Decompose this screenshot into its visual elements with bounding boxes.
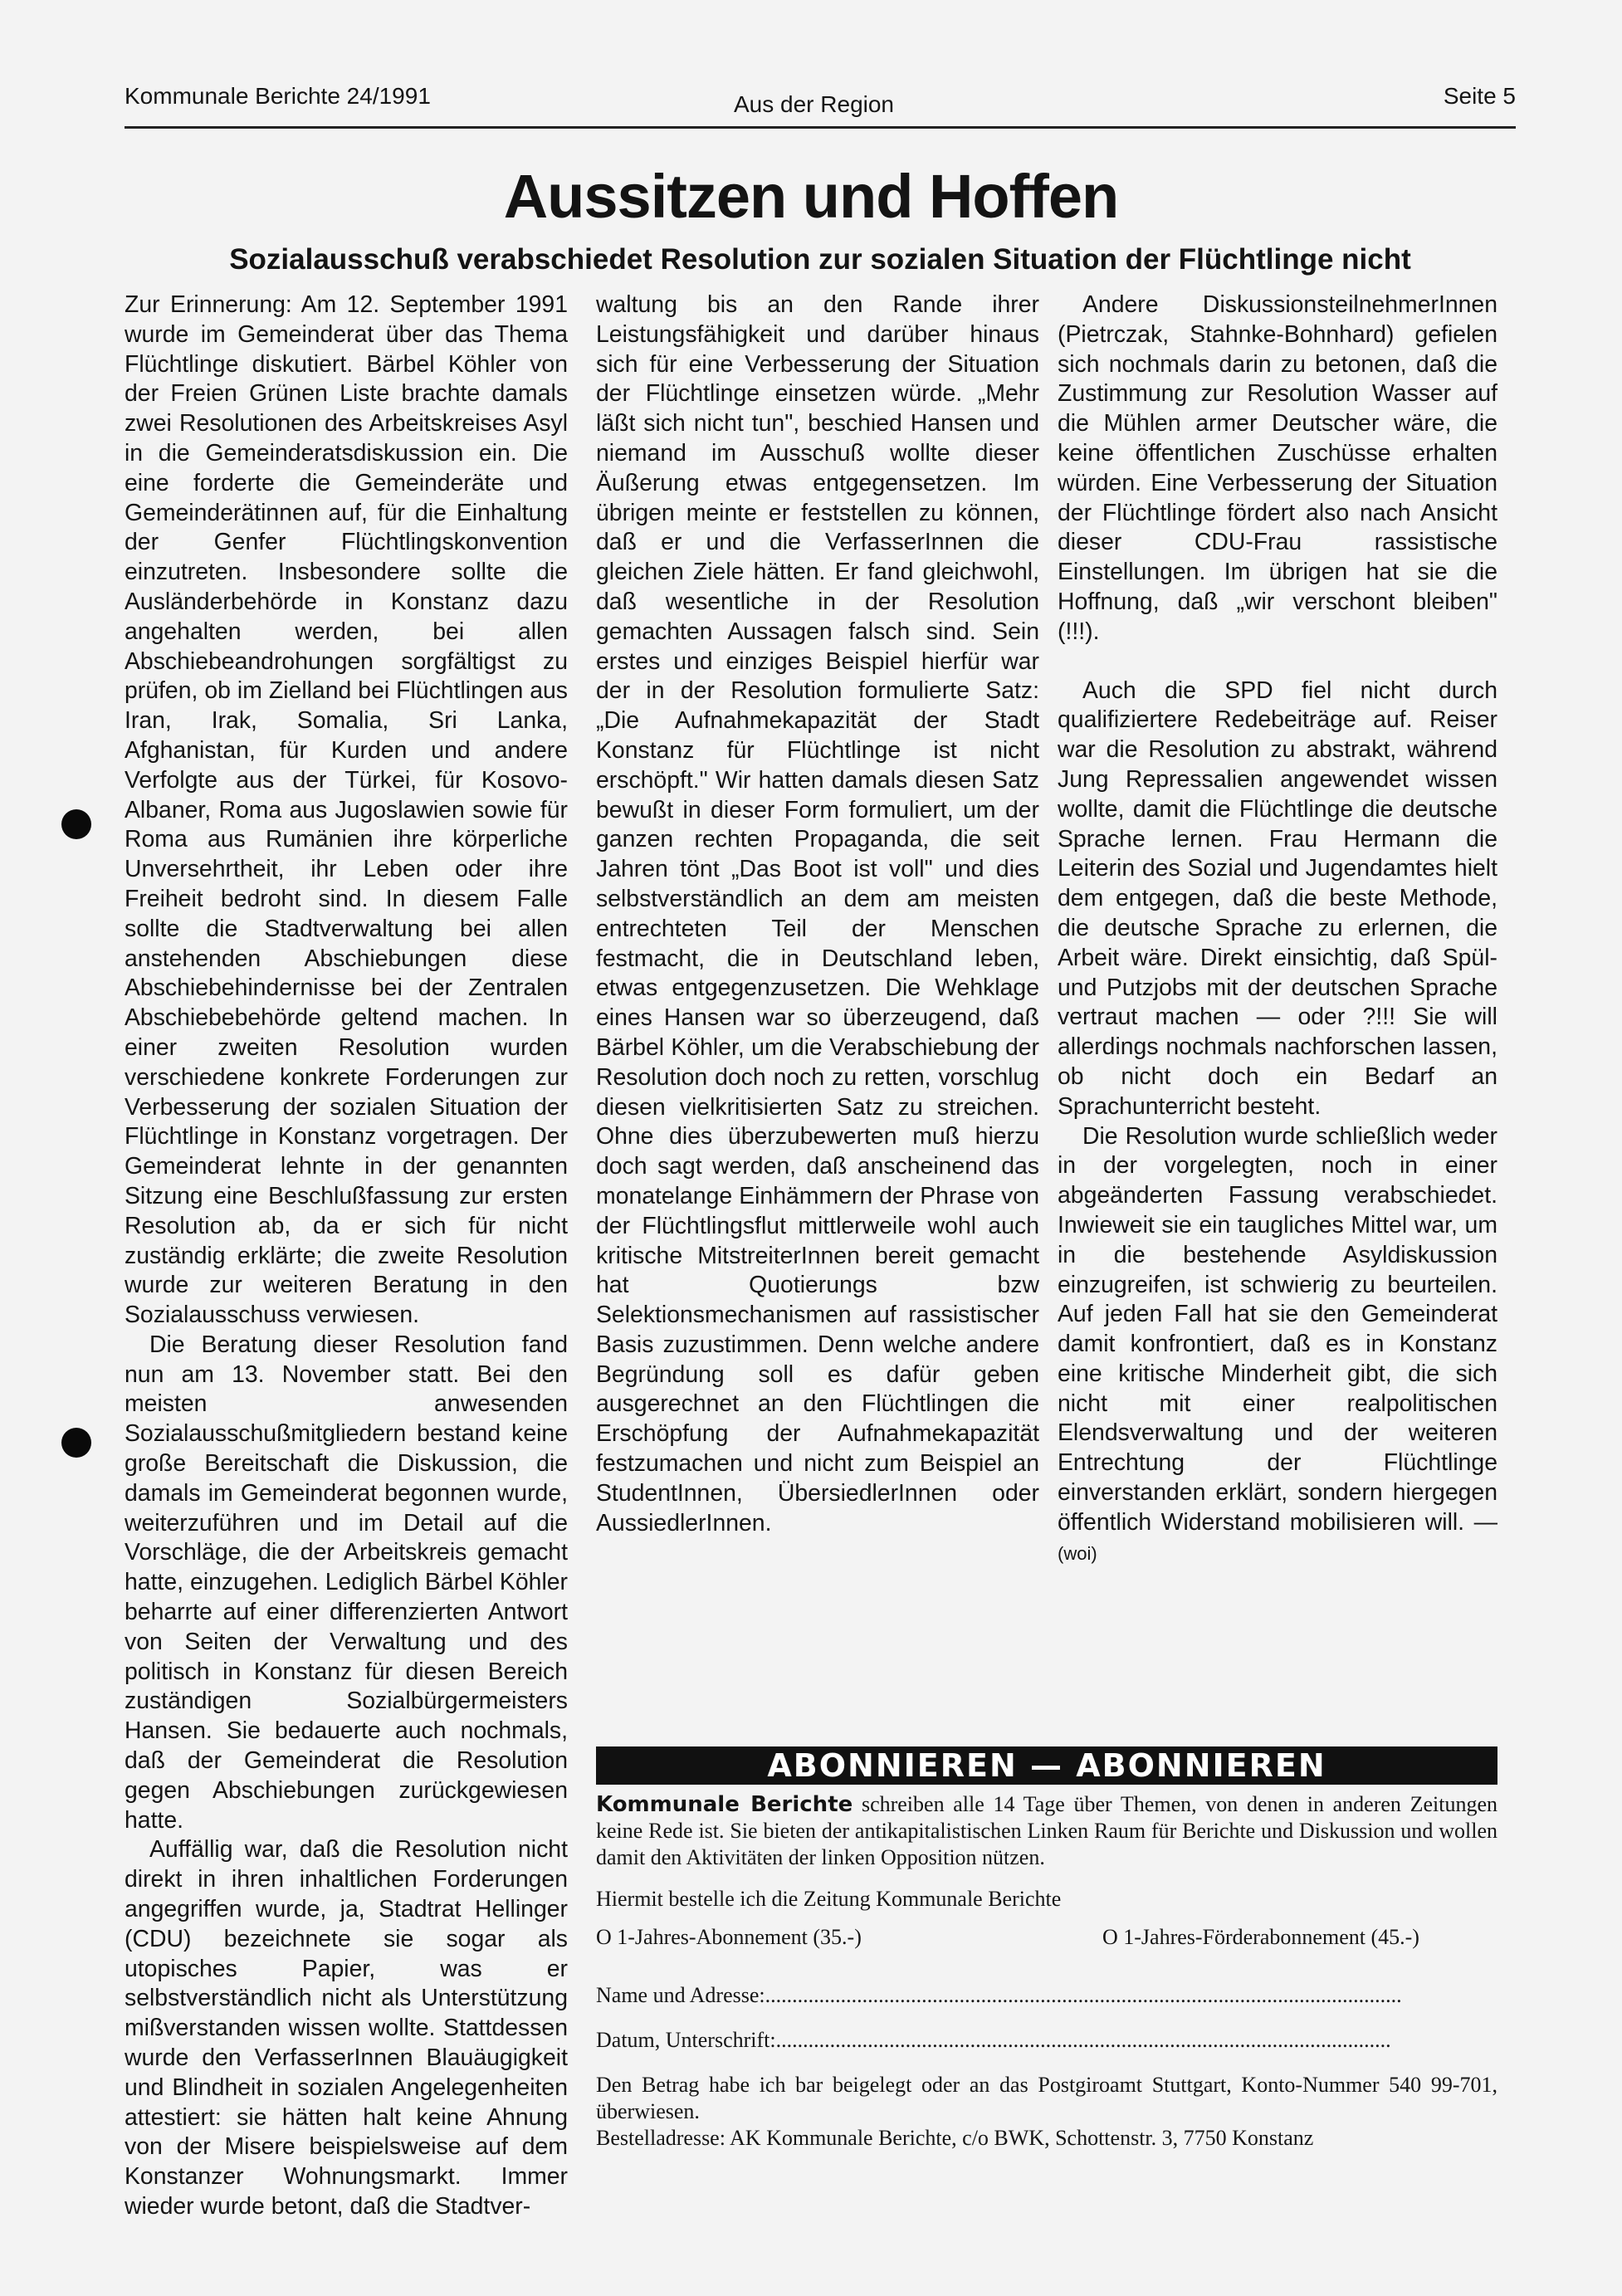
header-rule [125, 126, 1516, 129]
subscription-box [596, 1746, 1497, 2152]
paragraph [1058, 1122, 1497, 1569]
article-subtitle: Sozialausschuß verabschiedet Resolution zur sozialen Situation der Flüchtlinge nicht [229, 243, 1411, 276]
name-address-field[interactable]: Name und Adresse:...................................................................................................................... [596, 1983, 1402, 2007]
intro-text: schreiben alle 14 Tage über Themen, von denen in anderen Zeitungen keine Rede ist. Sie bieten der antikapitalistischen Linken Raum für Berichte und Diskussion und wollen damit den Aktivitäten der linken Opposition nützen. [596, 1792, 1498, 1869]
paragraph: Auch die SPD fiel nicht durch qualifiziertere Redebeiträge auf. Reiser war die Resolution zu abstrakt, während Jung Repressalien angewendet wissen wollte, damit die Flüchtlinge die deutsche Sprache lernen. Frau Hermann die Leiterin des Sozial und Jugendamtes hielt dem entgegen, daß die beste Methode, die deutsche Sprache zu erlernen, die Arbeit wäre. Direkt einsichtig, daß Spül- und Putzjobs mit der deutschen Sprache vertraut machen — oder ?!!! Sie will allerdings nochmals nachforschen lassen, ob nicht doch ein Bedarf an Sprachunterricht besteht. [1058, 677, 1497, 1120]
publication-label: Kommunale Berichte 24/1991 [125, 83, 431, 109]
page-number: Seite 5 [1443, 83, 1516, 109]
option-annual-subscription[interactable]: O 1-Jahres-Abonnement (35.-) [596, 1925, 862, 1949]
payment-note: Den Betrag habe ich bar beigelegt oder an das Postgiroamt Stuttgart, Konto-Nummer 540 99-701, überwiesen. [596, 2073, 1497, 2123]
paragraph: Zur Erinnerung: Am 12. September 1991 wurde im Gemeinderat über das Thema Flüchtlinge diskutiert. Bärbel Köhler von der Freien Grünen Liste brachte damals zwei Resolutionen des Arbeitskreises Asyl in die Gemeinderatsdiskussion ein. Die eine forderte die Gemeinderäte und Gemeinderätinnen auf, für die Einhaltung der Genfer Flüchtlingskonvention einzutreten. Insbesondere sollte die Ausländerbehörde in Konstanz dazu angehalten werden, bei allen Abschiebeandrohungen sorgfältigst zu prüfen, ob im Zielland bei Flüchtlingen aus Iran, Irak, Somalia, Sri Lanka, Afghanistan, für Kurden und andere Verfolgte aus der Türkei, für Kosovo-Albaner, Roma aus Jugoslawien sowie für Roma aus Rumänien ihre körperliche Unversehrtheit, ihr Leben oder ihre Freiheit bedroht sind. In diesem Falle sollte die Stadtverwaltung bei allen anstehenden Abschiebungen diese Abschiebehindernisse bei der Zentralen Abschiebebehörde geltend machen. In einer zweiten Resolution wurden verschiedene konkrete Forderungen zur Verbesserung der sozialen Situation der Flüchtlinge in Konstanz vorgetragen. Der Gemeinderat lehnte in der genannten Sitzung eine Beschlußfassung zur ersten Resolution ab, da er sich für nicht zuständig erklärte; die zweite Resolution wurde zur weiteren Beratung in den Sozialausschuss verwiesen. [125, 291, 568, 1329]
punch-hole-icon [61, 1428, 91, 1458]
subscription-form [596, 1791, 1497, 2152]
paragraph: Die Beratung dieser Resolution fand nun am 13. November statt. Bei den meisten anwesenden Sozialausschußmitgliedern bestand keine große Bereitschaft die Diskussion, die damals im Gemeinderat begonnen wurde, weiterzuführen und im Detail auf die Vorschläge, die der Arbeitskreis gemacht hatte, einzugehen. Lediglich Bärbel Köhler beharrte auf einer differenzierten Antwort von Seiten der Verwaltung und des politisch in Konstanz für diesen Bereich zuständigen Sozialbürgermeisters Hansen. Sie bedauerte auch nochmals, daß der Gemeinderat die Resolution gegen Abschiebungen zurückgewiesen hatte. [125, 1331, 568, 1834]
paragraph: Auffällig war, daß die Resolution nicht direkt in ihren inhaltlichen Forderungen angegriffen wurde, ja, Stadtrat Hellinger (CDU) bezeichnete sie sogar als utopisches Papier, was er selbstverständlich nicht als Unterstützung mißverstanden wissen wollte. Stattdessen wurde den VerfasserInnen Blauäugigkeit und Blindheit in sozialen Angelegenheiten attestiert: sie hätten halt keine Ahnung von der Misere beispielsweise auf dem Konstanzer Wohnungsmarkt. Immer wieder wurde betont, daß die Stadtver- [125, 1836, 568, 2220]
brand-name: Kommunale Berichte [596, 1792, 853, 1817]
article-title: Aussitzen und Hoffen [503, 162, 1119, 231]
article-column-1 [125, 291, 568, 2222]
subscribe-banner: ABONNIEREN — ABONNIEREN [596, 1746, 1497, 1785]
punch-hole-icon [61, 809, 91, 839]
page-header [125, 83, 1516, 125]
date-signature-field[interactable]: Datum, Unterschrift:.................................................................................................................. [596, 2028, 1391, 2052]
order-line: Hiermit bestelle ich die Zeitung Kommunale Berichte [596, 1887, 1062, 1911]
option-supporter-subscription[interactable]: O 1-Jahres-Förderabonnement (45.-) [1102, 1925, 1419, 1949]
paragraph-text: Die Resolution wurde schließlich weder in der vorgelegten, noch in einer abgeänderten Fassung verabschiedet. Inwieweit sie ein taugliches Mittel war, um in die bestehende Asyldiskussion einzugreifen, ist schwierig zu beurteilen. Auf jeden Fall hat sie den Gemeinderat damit konfrontiert, daß es in Konstanz eine kritische Minderheit gibt, die sich nicht mit einer realpolitischen Elendsverwaltung und der weiteren Entrechtung der Flüchtlinge einverstanden erklärt, sondern hiergegen öffentlich Widerstand mobilisieren will. — [1058, 1122, 1497, 1536]
subscription-options [596, 1924, 1497, 1957]
article-column-2 [596, 291, 1039, 1538]
order-address: Bestelladresse: AK Kommunale Berichte, c/o BWK, Schottenstr. 3, 7750 Konstanz [596, 2126, 1314, 2150]
paragraph: Andere DiskussionsteilnehmerInnen (Pietrczak, Stahnke-Bohnhard) gefielen sich nochmals darin zu betonen, daß die Zustimmung zur Resolution Wasser auf die Mühlen armer Deutscher wäre, die keine öffentlichen Zuschüsse erhalten würden. Eine Verbesserung der Situation der Flüchtlinge fördert also nach Ansicht dieser CDU-Frau rassistische Einstellungen. Im übrigen hat sie die Hoffnung, daß „wir verschont bleiben" (!!!). [1058, 291, 1497, 645]
paragraph: waltung bis an den Rande ihrer Leistungsfähigkeit und darüber hinaus sich für eine Verbesserung der Situation der Flüchtlinge einsetzen würde. „Mehr läßt sich nicht tun", beschied Hansen und niemand im Ausschuß wollte dieser Äußerung etwas entgegensetzen. Im übrigen meinte er feststellen zu können, daß er und die VerfasserInnen die gleichen Ziele hätten. Er fand gleichwohl, daß wesentliche in der Resolution gemachten Aussagen falsch sind. Sein erstes und einziges Beispiel hierfür war der in der Resolution formulierte Satz: „Die Aufnahmekapazität der Stadt Konstanz für Flüchtlinge ist nicht erschöpft." Wir hatten damals diesen Satz bewußt in dieser Form formuliert, um der ganzen rechten Propaganda, die seit Jahren tönt „Das Boot ist voll" und dies selbstverständlich an dem am meisten entrechteten Teil der Menschen festmacht, die in Deutschland leben, etwas entgegenzusetzen. Die Wehklage eines Hansen war so überzeugend, daß Bärbel Köhler, um die Verabschiebung der Resolution doch noch zu retten, vorschlug diesen vielkritisierten Satz zu streichen. Ohne dies überzubewerten muß hierzu doch sagt werden, daß anscheinend das monatelange Einhämmern der Phrase von der Flüchtlingsflut mittlerweile wohl auch kritische MitstreiterInnen bereit gemacht hat Quotierungs bzw Selektionsmechanismen auf rassistischer Basis zuzustimmen. Denn welche andere Begründung soll es dafür geben ausgerechnet an den Flüchtlingen die Erschöpfung der Aufnahmekapazität festzumachen und nicht zum Beispiel an StudentInnen, ÜbersiedlerInnen oder AussiedlerInnen. [596, 291, 1039, 1536]
section-label: Aus der Region [734, 91, 895, 117]
article-column-3 [1058, 291, 1497, 1568]
author-signature: (woi) [1058, 1542, 1097, 1564]
subscription-intro [596, 1791, 1497, 1871]
